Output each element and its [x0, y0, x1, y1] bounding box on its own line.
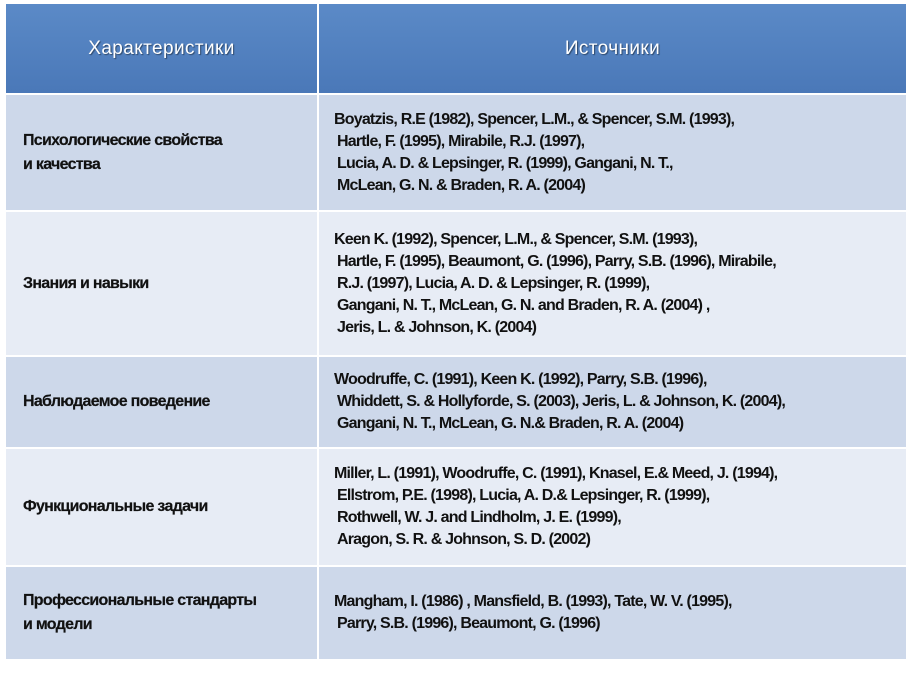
table-row [5, 94, 907, 211]
sources-cell [318, 94, 907, 211]
source-line: Aragon, S. R. & Johnson, S. D. (2002) [337, 531, 591, 548]
header-sources: Источники [318, 3, 907, 94]
sources-cell [318, 566, 907, 660]
source-line: Boyatzis, R.E (1982), Spencer, L.M., & Spencer, S.M. (1993), [334, 110, 735, 128]
sources-cell [318, 448, 907, 566]
characteristic-cell [5, 448, 318, 566]
header-characteristics: Характеристики [5, 3, 318, 94]
characteristic-text: и модели [23, 616, 92, 633]
source-line: Gangani, N. T., McLean, G. N. and Braden, R. A. (2004) , [337, 296, 710, 314]
source-line: Whiddett, S. & Hollyforde, S. (2003), Jeris, L. & Johnson, K. (2004), [337, 393, 786, 410]
sources-table [4, 2, 908, 661]
sources-cell [318, 211, 907, 356]
source-line: Woodruffe, C. (1991), Keen K. (1992), Parry, S.B. (1996), [334, 371, 707, 388]
characteristic-text: Функциональные задачи [23, 498, 208, 515]
characteristic-text: Знания и навыки [23, 274, 149, 292]
characteristic-cell [5, 566, 318, 660]
characteristic-cell [5, 356, 318, 448]
table-row [5, 211, 907, 356]
source-line: Ellstrom, P.E. (1998), Lucia, A. D.& Lepsinger, R. (1999), [337, 487, 710, 504]
source-line: Keen K. (1992), Spencer, L.M., & Spencer, S.M. (1993), [334, 230, 698, 248]
source-line: Mangham, I. (1986) , Mansfield, B. (1993), Tate, W. V. (1995), [334, 593, 732, 610]
header-row [5, 3, 907, 94]
source-line: Rothwell, W. J. and Lindholm, J. E. (1999), [337, 509, 621, 526]
characteristic-cell [5, 211, 318, 356]
source-line: Hartle, F. (1995), Beaumont, G. (1996), Parry, S.B. (1996), Mirabile, [337, 252, 776, 270]
source-line: Gangani, N. T., McLean, G. N.& Braden, R. A. (2004) [337, 415, 684, 432]
source-line: Jeris, L. & Johnson, K. (2004) [337, 318, 537, 336]
characteristic-text: Профессиональные стандарты [23, 592, 257, 609]
source-line: Parry, S.B. (1996), Beaumont, G. (1996) [337, 615, 600, 632]
source-line: Miller, L. (1991), Woodruffe, C. (1991), Knasel, E.& Meed, J. (1994), [334, 465, 778, 482]
source-line: Lucia, A. D. & Lepsinger, R. (1999), Gangani, N. T., [337, 154, 673, 172]
source-line: Hartle, F. (1995), Mirabile, R.J. (1997), [337, 132, 585, 150]
characteristic-cell [5, 94, 318, 211]
table-row [5, 356, 907, 448]
table-row [5, 566, 907, 660]
sources-cell [318, 356, 907, 448]
table-row [5, 448, 907, 566]
characteristic-text: Психологические свойства [23, 131, 222, 149]
characteristic-text: и качества [23, 155, 101, 173]
source-line: R.J. (1997), Lucia, A. D. & Lepsinger, R. (1999), [337, 274, 650, 292]
source-line: McLean, G. N. & Braden, R. A. (2004) [337, 176, 586, 194]
characteristic-text: Наблюдаемое поведение [23, 393, 210, 410]
